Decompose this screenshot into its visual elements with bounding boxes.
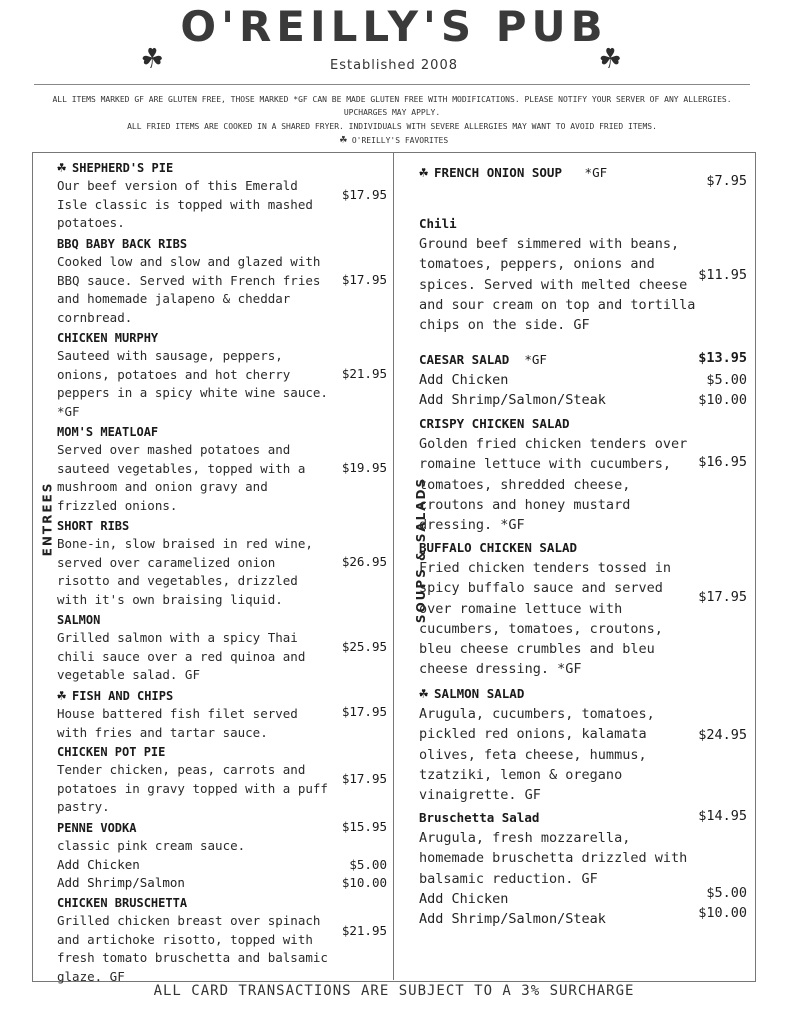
item-tag: *GF — [584, 165, 608, 180]
menu-item — [57, 158, 387, 235]
addon-price: $5.00 — [349, 856, 387, 872]
header-divider — [34, 84, 750, 85]
item-description: Tender chicken, peas, carrots and potatoes in gravy topped with a puff pastry. — [57, 762, 328, 814]
item-price: $17.95 — [698, 589, 747, 605]
item-price: $17.95 — [341, 704, 387, 719]
allergy-notice: ALL ITEMS MARKED GF ARE GLUTEN FREE, THOSE MARKED *GF CAN BE MADE GLUTEN FREE WITH MODIFICATIONS. PLEASE NOTIFY YOUR SERVER OF ANY ALLERGIES. UPCHARGES MAY APPLY. — [52, 95, 732, 117]
addon-price: $10.00 — [698, 905, 747, 922]
item-description: classic pink cream sauce. — [57, 838, 246, 853]
addon-row — [419, 905, 747, 929]
item-name: PENNE VODKA — [57, 821, 137, 835]
item-description: Arugula, cucumbers, tomatoes, pickled red onions, kalamata olives, feta cheese, hummus, tzatziki, lemon & oregano vinaigrette. GF — [419, 706, 655, 804]
item-name: SALMON — [57, 613, 101, 627]
item-name: Chili — [419, 216, 457, 231]
item-name: MOM'S MEATLOAF — [57, 425, 159, 439]
addon-price: $5.00 — [706, 884, 747, 901]
addon-row — [57, 856, 387, 875]
section-label-entrees: ENTREES — [40, 481, 55, 557]
item-description: Our beef version of this Emerald Isle classic is topped with mashed potatoes. — [57, 178, 313, 230]
item-name: FRENCH ONION SOUP — [434, 165, 562, 180]
item-price: $16.95 — [698, 454, 747, 470]
menu-item — [57, 423, 387, 517]
addon-row — [419, 390, 747, 410]
item-price: $17.95 — [341, 272, 387, 287]
item-name: CRISPY CHICKEN SALAD — [419, 416, 570, 431]
addon-price: $5.00 — [706, 372, 747, 388]
menu-item — [57, 611, 387, 686]
addon-price: $10.00 — [341, 875, 387, 890]
item-name: FISH AND CHIPS — [72, 689, 174, 703]
item-description: Grilled salmon with a spicy Thai chili sauce over a red quinoa and vegetable salad. GF — [57, 630, 306, 682]
item-price: $17.95 — [341, 187, 387, 202]
addon-label: Add Chicken — [419, 890, 509, 907]
menu-item — [57, 517, 387, 611]
shamrock-icon: ☘ — [339, 132, 348, 146]
item-name: CAESAR SALAD — [419, 352, 510, 367]
addon-price: $10.00 — [698, 392, 747, 409]
menu-item — [419, 162, 747, 214]
item-price: $15.95 — [341, 819, 387, 834]
shamrock-icon: ☘ — [419, 684, 429, 702]
entrees-column — [57, 158, 387, 988]
item-price: $26.95 — [341, 554, 387, 569]
addon-label: Add Shrimp/Salmon/Steak — [419, 392, 606, 409]
menu-item — [57, 819, 387, 894]
item-price: $24.95 — [698, 727, 747, 743]
favorites-legend — [0, 132, 788, 146]
menu-item — [419, 538, 747, 683]
favorites-legend-label: O'REILLY'S FAVORITES — [351, 136, 449, 145]
item-name: SHORT RIBS — [57, 519, 130, 533]
menu-item — [419, 414, 747, 538]
addon-row — [419, 370, 747, 390]
item-price: $25.95 — [341, 639, 387, 654]
surcharge-notice: ALL CARD TRANSACTIONS ARE SUBJECT TO A 3% SURCHARGE — [153, 983, 635, 999]
menu-item — [57, 235, 387, 329]
item-price: $7.95 — [706, 173, 747, 189]
item-price: $17.95 — [341, 771, 387, 786]
item-price: $19.95 — [341, 460, 387, 475]
shamrock-icon: ☘ — [600, 37, 621, 77]
menu-item — [57, 743, 387, 819]
menu-item — [57, 329, 387, 423]
item-name: Bruschetta Salad — [419, 810, 540, 825]
item-name: BBQ BABY BACK RIBS — [57, 237, 188, 251]
shamrock-icon: ☘ — [142, 37, 163, 77]
shamrock-icon: ☘ — [57, 158, 67, 176]
item-description: Sauteed with sausage, peppers, onions, potatoes and hot cherry peppers in a spicy white wine sauce. *GF — [57, 348, 328, 419]
item-description: Arugula, fresh mozzarella, homemade bruschetta drizzled with balsamic reduction. GF — [419, 830, 688, 887]
item-name: BUFFALO CHICKEN SALAD — [419, 540, 578, 555]
menu-item — [419, 808, 747, 928]
column-divider — [393, 152, 394, 980]
addon-row — [57, 874, 387, 893]
addon-label: Add Chicken — [57, 856, 140, 872]
item-description: Fried chicken tenders tossed in spicy buffalo sauce and served over romaine lettuce with cucumbers, tomatoes, croutons, bleu cheese crumbles and bleu cheese dressing. *GF — [419, 560, 671, 678]
item-name: CHICKEN MURPHY — [57, 331, 159, 345]
item-price: $13.95 — [698, 350, 747, 366]
addon-label: Add Shrimp/Salmon — [57, 875, 185, 890]
menu-item — [419, 214, 747, 350]
item-description: Golden fried chicken tenders over romaine lettuce with cucumbers, tomatoes, shredded cheese, croutons and honey mustard dressing. *GF — [419, 436, 688, 534]
fryer-notice: ALL FRIED ITEMS ARE COOKED IN A SHARED FRYER. INDIVIDUALS WITH SEVERE ALLERGIES MAY WANT TO AVOID FRIED ITEMS. — [127, 122, 657, 131]
item-description: Served over mashed potatoes and sauteed vegetables, topped with a mushroom and onion gravy and frizzled onions. — [57, 442, 306, 513]
item-price: $21.95 — [341, 923, 387, 938]
established-line: Established 2008 — [329, 58, 458, 73]
item-price: $11.95 — [698, 267, 747, 283]
item-tag: *GF — [524, 352, 547, 367]
menu-item — [57, 686, 387, 743]
item-name: CHICKEN POT PIE — [57, 745, 166, 759]
item-description: Grilled chicken breast over spinach and artichoke risotto, topped with fresh tomato bruschetta and balsamic glaze. GF — [57, 913, 328, 984]
addon-label: Add Shrimp/Salmon/Steak — [419, 911, 606, 928]
item-description: Ground beef simmered with beans, tomatoes, peppers, onions and spices. Served with melted cheese and sour cream on top and tortilla chips on the side. GF — [419, 236, 696, 334]
menu-item — [419, 683, 747, 808]
soups-salads-column — [419, 162, 747, 928]
item-price: $21.95 — [341, 366, 387, 381]
shamrock-icon: ☘ — [57, 686, 67, 704]
page-title: O'REILLY'S PUB — [180, 2, 608, 51]
item-name: SALMON SALAD — [434, 686, 525, 701]
item-description: Bone-in, slow braised in red wine, served over caramelized onion risotto and vegetables, drizzled with it's own braising liquid. — [57, 536, 313, 607]
menu-item — [419, 350, 747, 414]
item-name: SHEPHERD'S PIE — [72, 161, 174, 175]
shamrock-icon: ☘ — [419, 163, 429, 181]
menu-item — [57, 894, 387, 988]
section-label-soups-salads: SOUPS & SALADS — [414, 476, 429, 624]
item-price: $14.95 — [698, 808, 747, 824]
addon-label: Add Chicken — [419, 372, 509, 388]
item-description: Cooked low and slow and glazed with BBQ sauce. Served with French fries and homemade jalapeno & cheddar cornbread. — [57, 254, 321, 325]
item-description: House battered fish filet served with fries and tartar sauce. — [57, 706, 298, 740]
item-name: CHICKEN BRUSCHETTA — [57, 896, 188, 910]
